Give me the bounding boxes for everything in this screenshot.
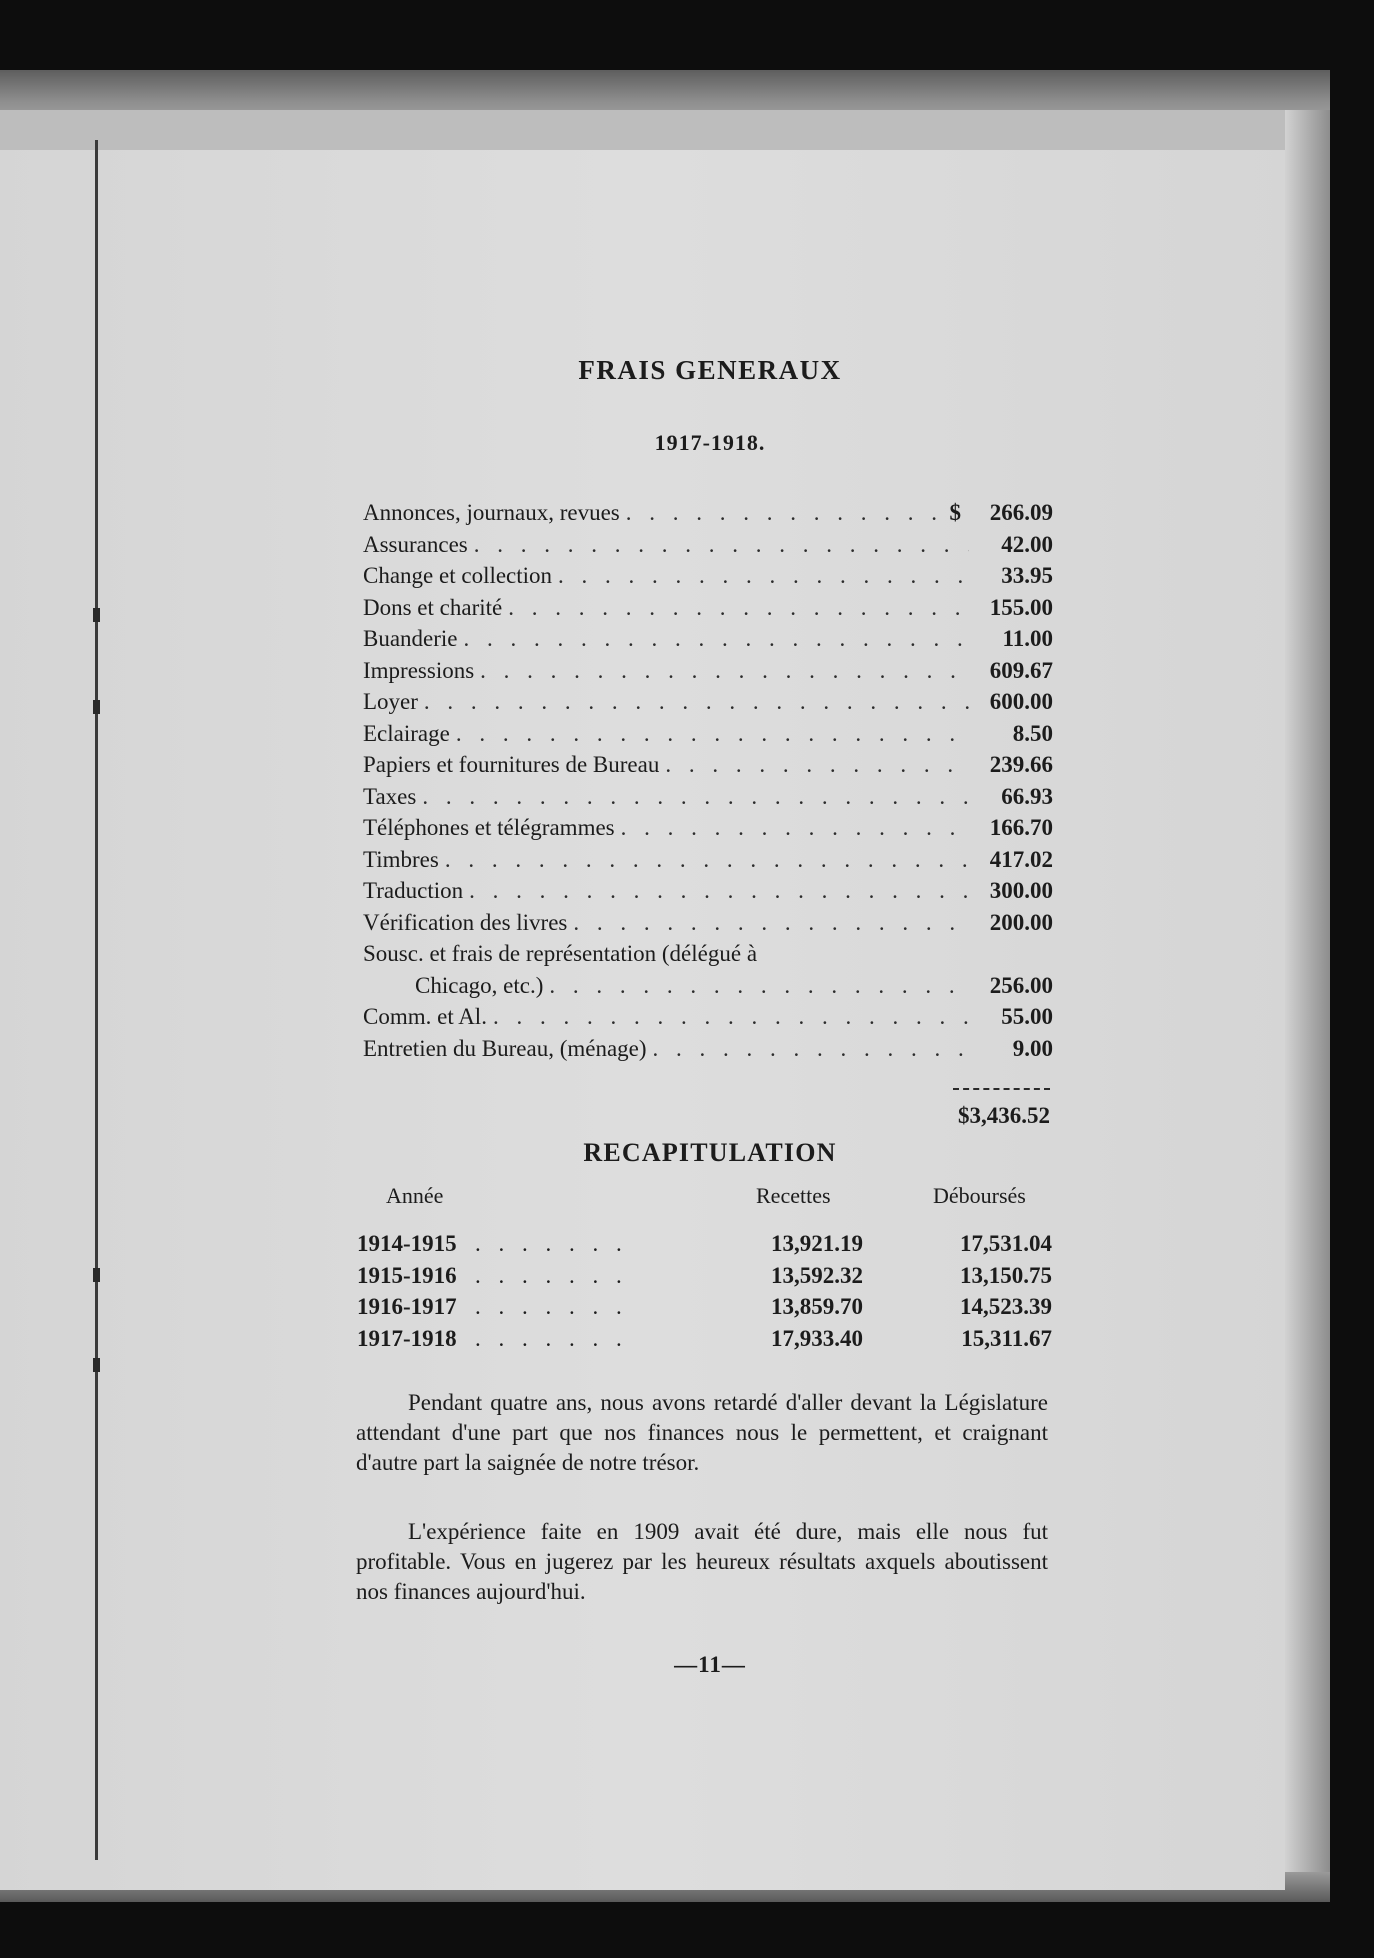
dot-leader (549, 970, 969, 1002)
paragraph: L'expérience faite en 1909 avait été dure, mais elle nous fut profitable. Vous en jugerez par les heureux résultats axquels aboutissent nos finances aujourd'hui. (356, 1519, 1048, 1604)
expense-label: Téléphones et télégrammes (363, 815, 615, 840)
recap-year: 1917-1918 (357, 1325, 457, 1351)
expense-amount: 300.00 (989, 878, 1053, 903)
expense-amount: 66.93 (1001, 783, 1053, 809)
expense-amount: 155.00 (989, 594, 1053, 620)
expense-row (363, 686, 1053, 718)
dot-leader (475, 1228, 625, 1260)
fiscal-year: 1917-1918. (654, 430, 766, 455)
expense-label: Vérification des livres (363, 909, 568, 935)
expense-amount: 266.09 (989, 500, 1053, 525)
expense-row (363, 529, 1053, 561)
dot-leader (474, 529, 969, 561)
expense-amount: 55.00 (1001, 1004, 1053, 1029)
recap-disbursements: 17,531.04 (960, 1231, 1052, 1256)
expense-amount: 33.95 (1001, 563, 1053, 588)
expense-amount: 200.00 (989, 909, 1053, 935)
expense-row (363, 781, 1053, 813)
recap-row (357, 1291, 1052, 1323)
dot-leader (558, 560, 969, 592)
recap-year: 1914-1915 (357, 1231, 457, 1256)
recap-row (357, 1260, 1052, 1292)
expense-row (363, 938, 1053, 970)
expense-label: Assurances (363, 531, 468, 557)
expense-label: Buanderie (363, 626, 458, 651)
expense-amount: 8.50 (1012, 720, 1053, 746)
dot-leader (456, 718, 969, 750)
paragraph: Pendant quatre ans, nous avons retardé d'aller devant la Législature attendant d'une part que nos finances nous le permettent, et craignant d'autre part la saignée de notre trésor. (356, 1390, 1048, 1475)
dot-leader (480, 655, 969, 687)
dot-leader (665, 749, 969, 781)
expense-label: Change et collection (363, 563, 553, 588)
expense-amount: 256.00 (989, 972, 1053, 998)
expense-amount: 42.00 (1001, 531, 1053, 557)
recap-title: RECAPITULATION (583, 1138, 837, 1167)
expense-row (363, 875, 1053, 907)
expense-amount: 417.02 (989, 846, 1053, 872)
recap-header-disbursements: Déboursés (933, 1183, 1026, 1208)
dot-leader (475, 1260, 625, 1292)
expense-row (363, 623, 1053, 655)
expense-label: Traduction (363, 878, 464, 903)
expense-row (363, 592, 1053, 624)
dot-leader (621, 812, 969, 844)
expense-row (363, 560, 1053, 592)
dot-leader (573, 907, 969, 939)
dot-leader (508, 592, 969, 624)
expense-total: $3,436.52 (958, 1103, 1050, 1128)
total-rule (953, 1088, 1050, 1090)
expense-label: Timbres (363, 846, 439, 872)
recap-header-receipts: Recettes (756, 1183, 831, 1208)
expense-label: Sousc. et frais de représentation (délégué à (363, 941, 758, 966)
recap-year: 1915-1916 (357, 1262, 457, 1288)
expense-row (363, 497, 1053, 529)
expense-row (363, 1033, 1053, 1065)
expense-amount: 166.70 (989, 815, 1053, 840)
expense-row (363, 844, 1053, 876)
currency-symbol: $ (949, 500, 961, 525)
expense-label: Loyer (363, 689, 418, 714)
dot-leader (464, 623, 969, 655)
expense-label: Taxes (363, 783, 417, 809)
expense-row (363, 749, 1053, 781)
recap-disbursements: 15,311.67 (961, 1325, 1052, 1351)
recap-year: 1916-1917 (357, 1294, 457, 1319)
recap-receipts: 13,859.70 (771, 1294, 863, 1319)
expense-label: Annonces, journaux, revues (363, 500, 620, 525)
expense-row (363, 655, 1053, 687)
dot-leader (422, 781, 969, 813)
page-number: —11— (674, 1652, 746, 1677)
recap-row (357, 1323, 1052, 1355)
recap-disbursements: 14,523.39 (960, 1294, 1052, 1319)
dot-leader (626, 497, 944, 529)
dot-leader (475, 1323, 625, 1355)
expense-row (363, 970, 1053, 1002)
expense-list (363, 497, 1053, 1064)
recap-header-year: Année (386, 1183, 444, 1208)
expense-row (363, 812, 1053, 844)
expense-label: Dons et charité (363, 594, 503, 620)
expense-label: Eclairage (363, 720, 450, 746)
expense-row (363, 1001, 1053, 1033)
expense-label: Impressions (363, 657, 475, 683)
expense-amount: 9.00 (1012, 1035, 1053, 1061)
recap-disbursements: 13,150.75 (960, 1262, 1052, 1288)
recap-receipts: 17,933.40 (771, 1325, 863, 1351)
expense-label: Papiers et fournitures de Bureau (363, 752, 660, 777)
expense-amount: 239.66 (989, 752, 1053, 777)
recap-table (357, 1228, 1052, 1354)
dot-leader (475, 1291, 625, 1323)
dot-leader (653, 1033, 969, 1065)
recap-row (357, 1228, 1052, 1260)
dot-leader (445, 844, 969, 876)
expense-label: Entretien du Bureau, (ménage) (363, 1035, 647, 1061)
dot-leader (424, 686, 969, 718)
dot-leader (469, 875, 969, 907)
expense-label: Chicago, etc.) (415, 972, 544, 998)
expense-row (363, 907, 1053, 939)
recap-receipts: 13,592.32 (771, 1262, 863, 1288)
expense-row (363, 718, 1053, 750)
page-title: FRAIS GENERAUX (578, 355, 842, 385)
dot-leader (493, 1001, 969, 1033)
recap-receipts: 13,921.19 (771, 1231, 863, 1256)
expense-amount: 11.00 (1002, 626, 1053, 651)
expense-label: Comm. et Al. (363, 1004, 487, 1029)
expense-amount: 600.00 (989, 689, 1053, 714)
expense-amount: 609.67 (989, 657, 1053, 683)
